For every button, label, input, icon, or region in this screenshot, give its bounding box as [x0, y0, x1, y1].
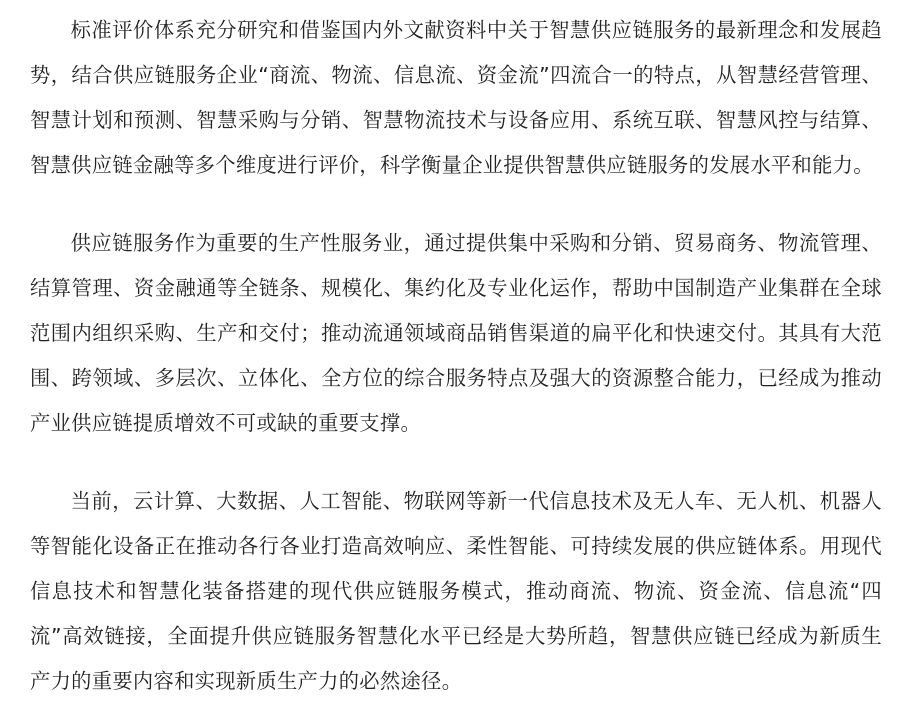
article-body [30, 8, 882, 704]
paragraph-3: 当前，云计算、大数据、人工智能、物联网等新一代信息技术及无人车、无人机、机器人等智能化设备正在推动各行各业打造高效响应、柔性智能、可持续发展的供应链体系。用现代信息技术和智慧化装备搭建的现代供应链服务模式，推动商流、物流、资金流、信息流“四流”高效链接，全面提升供应链服务智慧化水平已经是大势所趋，智慧供应链已经成为新质生产力的重要内容和实现新质生产力的必然途径。 [30, 489, 882, 693]
paragraph-1: 标准评价体系充分研究和借鉴国内外文献资料中关于智慧供应链服务的最新理念和发展趋势，结合供应链服务企业“商流、物流、信息流、资金流”四流合一的特点，从智慧经营管理、智慧计划和预测、智慧采购与分销、智慧物流技术与设备应用、系统互联、智慧风控与结算、智慧供应链金融等多个维度进行评价，科学衡量企业提供智慧供应链服务的发展水平和能力。 [30, 18, 882, 177]
paragraph-2: 供应链服务作为重要的生产性服务业，通过提供集中采购和分销、贸易商务、物流管理、结算管理、资金融通等全链条、规模化、集约化及专业化运作，帮助中国制造产业集群在全球范围内组织采购、生产和交付；推动流通领域商品销售渠道的扁平化和快速交付。其具有大范围、跨领域、多层次、立体化、全方位的综合服务特点及强大的资源整合能力，已经成为推动产业供应链提质增效不可或缺的重要支撑。 [30, 231, 882, 435]
